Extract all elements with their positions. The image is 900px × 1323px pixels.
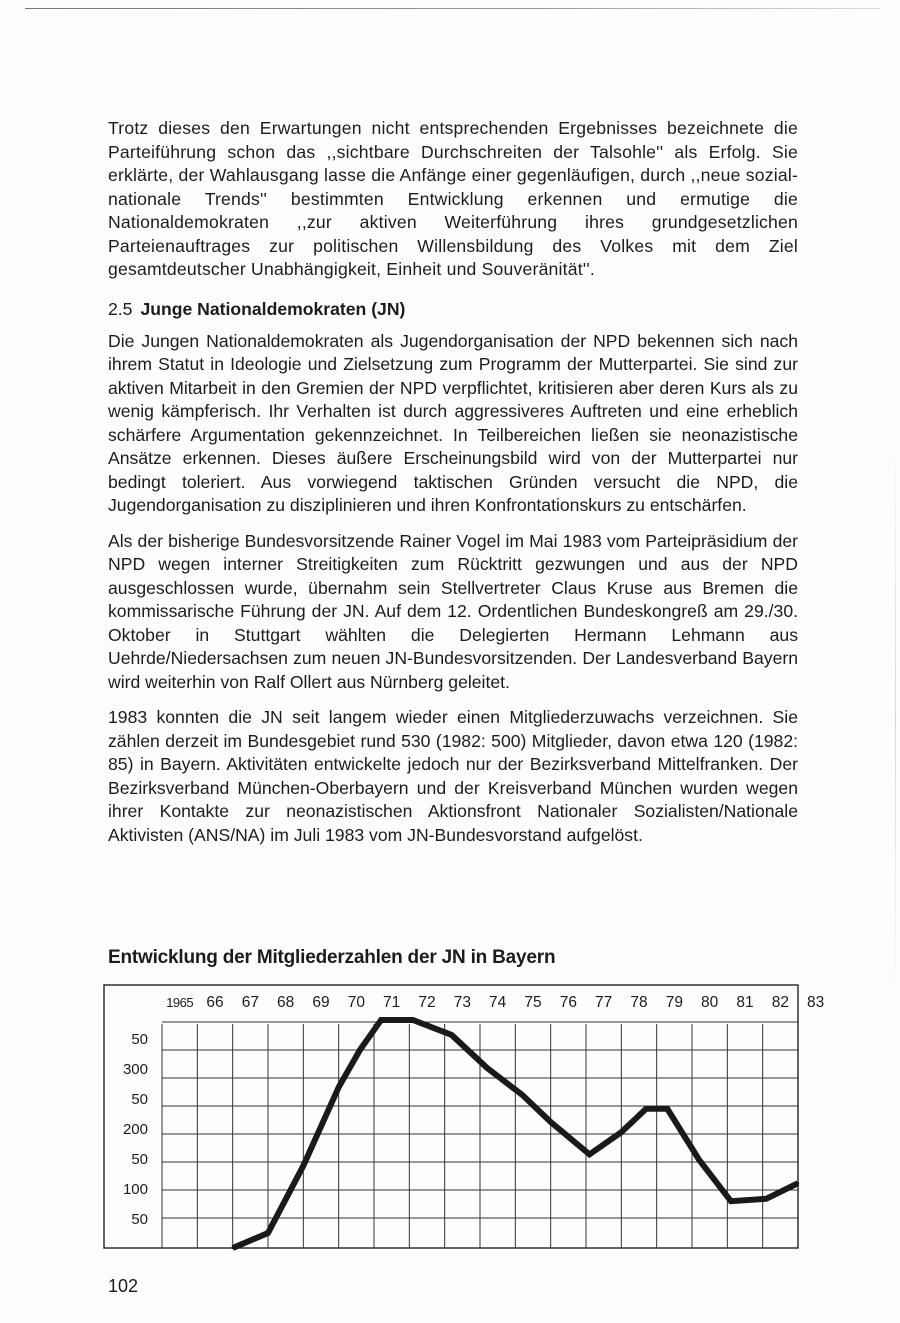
data-point <box>765 1198 767 1200</box>
data-point <box>451 1034 453 1036</box>
x-tick-label: 81 <box>736 994 754 1011</box>
x-tick-label: 66 <box>206 994 224 1011</box>
paragraph-jn-membership: 1983 konnten die JN seit langem wieder einen Mitgliederzuwachs verzeichnen. Sie zählen derzeit im Bundesgebiet rund 530 (1982: 500) Mitglieder, davon etwa 120 (1982: 85) in Bayern. Aktivitäten entwickelte jedoch nur der Bezirksverband Mittelfranken. Der Bezirksverband München-Oberbayern und der Kreisverband München wurden wegen ihrer Kontakte zur neonazistischen Aktionsfront Nationaler Sozialisten/Nationale Aktivisten (ANS/NA) im Juli 1983 vom JN-Bundesvorstand aufgelöst. <box>108 707 798 845</box>
paragraph-jn-leadership: Als der bisherige Bundesvorsitzende Rainer Vogel im Mai 1983 vom Parteipräsidium der NPD wegen interner Streitigkeiten zum Rücktritt gezwungen und aus der NPD ausgeschlossen wurde, übernahm sein Stellvertreter Claus Kruse aus Bremen die kommissarische Führung der JN. Auf dem 12. Ordentlichen Bundeskongreß am 29./30. Oktober in Stuttgart wählten die Delegierten Hermann Lehmann aus Uehrde/Niedersachsen zum neuen JN-Bundesvorsitzenden. Der Landesverband Bayern wird weiterhin von Ralf Ollert aus Nürnberg geleitet. <box>108 530 798 692</box>
x-tick-label: 67 <box>241 994 259 1011</box>
y-tick-label: 100 <box>122 1181 148 1198</box>
data-point <box>359 1049 361 1051</box>
y-tick-label: 50 <box>131 1151 148 1168</box>
x-tick-label: 80 <box>701 994 719 1011</box>
y-tick-label: 50 <box>131 1211 148 1228</box>
data-point <box>620 1131 622 1133</box>
data-point <box>267 1232 269 1234</box>
x-tick-label: 82 <box>771 994 789 1011</box>
paragraph-npd-election: Trotz dieses den Erwartungen nicht entsprechenden Ergebnisses bezeichnete die Parteiführung schon das ,,sichtbare Durchschreiten der Talsohle'' als Erfolg. Sie erklärte, der Wahlausgang lasse die Anfänge einer gegenläufigen, durch ,,neue sozial-nationale Trends'' bestimmten Entwicklung erkennen und ermutige die Nationaldemokraten ,,zur aktiven Weiterführung ihres grundgesetzlichen Parteienauftrages zur politischen Willensbildung des Volkes mit dem Ziel gesamtdeutscher Unabhängigkeit, Einheit und Souveränität''. <box>108 118 798 279</box>
data-point <box>337 1086 339 1088</box>
data-point <box>698 1159 700 1161</box>
x-tick-label: 73 <box>453 994 471 1011</box>
y-tick-label: 50 <box>131 1031 148 1048</box>
data-point <box>521 1094 523 1096</box>
data-point <box>380 1019 382 1021</box>
y-tick-label: 300 <box>122 1061 148 1078</box>
data-point <box>412 1019 414 1021</box>
data-point <box>549 1121 551 1123</box>
data-point <box>302 1165 304 1167</box>
x-tick-label: 69 <box>312 994 330 1011</box>
data-point <box>588 1153 590 1155</box>
y-tick-label: 50 <box>131 1091 148 1108</box>
chart-title: Entwicklung der Mitgliederzahlen der JN in Bayern <box>108 947 556 968</box>
chart-frame <box>104 985 798 1248</box>
x-tick-label: 70 <box>347 994 365 1011</box>
data-point <box>645 1108 647 1110</box>
x-tick-label: 1965 <box>166 995 194 1010</box>
y-tick-label: 200 <box>122 1121 148 1138</box>
x-tick-label: 68 <box>277 994 295 1011</box>
data-point <box>730 1200 732 1202</box>
section-number: 2.5 <box>108 298 133 319</box>
x-tick-label: 79 <box>665 994 683 1011</box>
x-tick-label: 77 <box>595 994 613 1011</box>
data-point <box>486 1067 488 1069</box>
data-point <box>231 1247 233 1249</box>
x-tick-label: 78 <box>630 994 648 1011</box>
x-tick-label: 72 <box>418 994 436 1011</box>
x-tick-label: 71 <box>383 994 401 1011</box>
paragraph-jn-statute: Die Jungen Nationaldemokraten als Jugendorganisation der NPD bekennen sich nach ihrem Statut in Ideologie und Zielsetzung zum Programm der Mutterpartei. Sie sind zur aktiven Mitarbeit in den Gremien der NPD verpflichtet, kritisieren aber deren Kurs als zu wenig kämpferisch. Ihr Verhalten ist durch aggressiveres Auftreten und eine erheblich schärfere Argumentation gekennzeichnet. In Teilbereichen ließen sie neonazistische Ansätze erkennen. Dieses äußere Erscheinungsbild wird von der Mutterpartei nur bedingt toleriert. Aus vorwiegend taktischen Gründen versucht die NPD, die Jugendorganisation zu disziplinieren und ihren Konfrontationskurs zu entschärfen. <box>108 330 798 515</box>
section-title: Junge Nationaldemokraten (JN) <box>140 298 406 319</box>
page-number: 102 <box>108 1276 139 1296</box>
data-point <box>797 1182 799 1184</box>
x-tick-label: 74 <box>489 994 507 1011</box>
x-tick-label: 83 <box>807 994 825 1011</box>
data-point <box>666 1108 668 1110</box>
x-tick-label: 75 <box>524 994 542 1011</box>
x-tick-label: 76 <box>559 994 577 1011</box>
